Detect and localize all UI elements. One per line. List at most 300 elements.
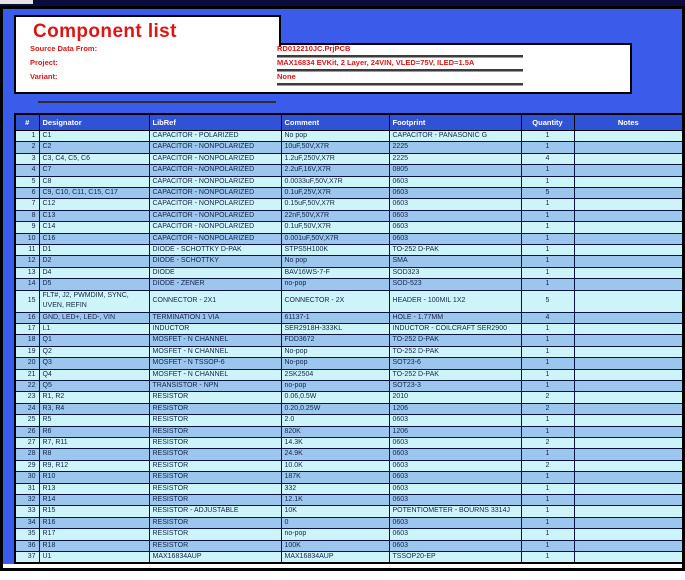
page-title: Component list bbox=[33, 21, 177, 42]
row-number: 20 bbox=[15, 358, 39, 369]
notes-cell bbox=[574, 403, 683, 414]
notes-cell bbox=[574, 460, 683, 471]
table-row bbox=[15, 517, 683, 528]
footprint-cell: 0603 bbox=[389, 540, 521, 551]
libref-cell: CAPACITOR - NONPOLARIZED bbox=[149, 222, 281, 233]
footprint-cell: 0603 bbox=[389, 529, 521, 540]
table-row bbox=[15, 358, 683, 369]
row-number: 31 bbox=[15, 483, 39, 494]
libref-cell: CAPACITOR - POLARIZED bbox=[149, 131, 281, 142]
designator-cell: R16 bbox=[39, 517, 149, 528]
designator-cell: C3, C4, C5, C6 bbox=[39, 153, 149, 164]
quantity-cell: 1 bbox=[521, 267, 574, 278]
quantity-cell: 1 bbox=[521, 552, 574, 564]
footprint-cell: 0603 bbox=[389, 495, 521, 506]
field-underline bbox=[277, 83, 523, 85]
libref-cell: MOSFET - N TSSOP-6 bbox=[149, 358, 281, 369]
designator-cell: R15 bbox=[39, 506, 149, 517]
comment-cell: no-pop bbox=[281, 529, 389, 540]
quantity-cell: 1 bbox=[521, 369, 574, 380]
designator-cell: Q5 bbox=[39, 380, 149, 391]
quantity-cell: 1 bbox=[521, 165, 574, 176]
column-header-quantity: Quantity bbox=[521, 114, 574, 131]
footprint-cell: CAPACITOR - PANASONIC G bbox=[389, 131, 521, 142]
table-row bbox=[15, 392, 683, 403]
libref-cell: TERMINATION 1 VIA bbox=[149, 312, 281, 323]
comment-cell: 10K bbox=[281, 506, 389, 517]
quantity-cell: 1 bbox=[521, 483, 574, 494]
designator-cell: R5 bbox=[39, 415, 149, 426]
libref-cell: CAPACITOR - NONPOLARIZED bbox=[149, 210, 281, 221]
row-number: 34 bbox=[15, 517, 39, 528]
table-row bbox=[15, 426, 683, 437]
comment-cell: 61137-1 bbox=[281, 312, 389, 323]
quantity-cell: 4 bbox=[521, 153, 574, 164]
row-number: 23 bbox=[15, 392, 39, 403]
quantity-cell: 1 bbox=[521, 540, 574, 551]
quantity-cell: 2 bbox=[521, 460, 574, 471]
footprint-cell: SOT23-3 bbox=[389, 380, 521, 391]
notes-cell bbox=[574, 233, 683, 244]
footprint-cell: TO-252 D-PAK bbox=[389, 369, 521, 380]
libref-cell: CONNECTOR - 2X1 bbox=[149, 290, 281, 312]
column-header-libref: LibRef bbox=[149, 114, 281, 131]
table-row bbox=[15, 131, 683, 142]
table-row bbox=[15, 323, 683, 334]
footprint-cell: 0603 bbox=[389, 437, 521, 448]
row-number: 27 bbox=[15, 437, 39, 448]
libref-cell: INDUCTOR bbox=[149, 323, 281, 334]
row-number: 17 bbox=[15, 323, 39, 334]
footprint-cell: 1206 bbox=[389, 426, 521, 437]
footprint-cell: TSSOP20-EP bbox=[389, 552, 521, 564]
table-row bbox=[15, 312, 683, 323]
comment-cell: FDD3672 bbox=[281, 335, 389, 346]
footprint-cell: SOT23-6 bbox=[389, 358, 521, 369]
table-row bbox=[15, 256, 683, 267]
libref-cell: RESISTOR bbox=[149, 495, 281, 506]
libref-cell: RESISTOR bbox=[149, 517, 281, 528]
libref-cell: RESISTOR bbox=[149, 529, 281, 540]
designator-cell: Q3 bbox=[39, 358, 149, 369]
table-header-row bbox=[15, 114, 683, 131]
notes-cell bbox=[574, 256, 683, 267]
row-number: 25 bbox=[15, 415, 39, 426]
libref-cell: CAPACITOR - NONPOLARIZED bbox=[149, 199, 281, 210]
quantity-cell: 1 bbox=[521, 279, 574, 290]
row-number: 9 bbox=[15, 222, 39, 233]
row-number: 19 bbox=[15, 346, 39, 357]
quantity-cell: 1 bbox=[521, 131, 574, 142]
footprint-cell: SOD323 bbox=[389, 267, 521, 278]
notes-cell bbox=[574, 358, 683, 369]
footprint-cell: 0603 bbox=[389, 449, 521, 460]
designator-cell: U1 bbox=[39, 552, 149, 564]
component-table-container bbox=[14, 113, 682, 564]
footprint-cell: 0603 bbox=[389, 517, 521, 528]
table-row bbox=[15, 552, 683, 564]
quantity-cell: 2 bbox=[521, 437, 574, 448]
designator-cell: Q2 bbox=[39, 346, 149, 357]
table-row bbox=[15, 449, 683, 460]
comment-cell: 24.9K bbox=[281, 449, 389, 460]
notes-cell bbox=[574, 517, 683, 528]
libref-cell: RESISTOR bbox=[149, 415, 281, 426]
quantity-cell: 5 bbox=[521, 188, 574, 199]
row-number: 8 bbox=[15, 210, 39, 221]
libref-cell: CAPACITOR - NONPOLARIZED bbox=[149, 233, 281, 244]
comment-cell: 22nF,50V,X7R bbox=[281, 210, 389, 221]
libref-cell: MAX16834AUP bbox=[149, 552, 281, 564]
notes-cell bbox=[574, 415, 683, 426]
designator-cell: C1 bbox=[39, 131, 149, 142]
table-row bbox=[15, 233, 683, 244]
row-number: 6 bbox=[15, 188, 39, 199]
row-number: 30 bbox=[15, 472, 39, 483]
row-number: 2 bbox=[15, 142, 39, 153]
notes-cell bbox=[574, 380, 683, 391]
libref-cell: RESISTOR bbox=[149, 540, 281, 551]
comment-cell: 0.20,0.25W bbox=[281, 403, 389, 414]
notes-cell bbox=[574, 529, 683, 540]
notes-cell bbox=[574, 142, 683, 153]
footprint-cell: 0603 bbox=[389, 415, 521, 426]
notes-cell bbox=[574, 323, 683, 334]
row-number: 15 bbox=[15, 290, 39, 312]
comment-cell: 2SK2504 bbox=[281, 369, 389, 380]
row-number: 28 bbox=[15, 449, 39, 460]
quantity-cell: 1 bbox=[521, 245, 574, 256]
designator-cell: Q4 bbox=[39, 369, 149, 380]
designator-cell: L1 bbox=[39, 323, 149, 334]
libref-cell: CAPACITOR - NONPOLARIZED bbox=[149, 165, 281, 176]
comment-cell: 0.1uF,25V,X7R bbox=[281, 188, 389, 199]
table-row bbox=[15, 188, 683, 199]
table-row bbox=[15, 483, 683, 494]
footprint-cell: 0603 bbox=[389, 472, 521, 483]
footprint-cell: 0603 bbox=[389, 210, 521, 221]
libref-cell: RESISTOR bbox=[149, 437, 281, 448]
comment-cell: 0.001uF,50V,X7R bbox=[281, 233, 389, 244]
table-row bbox=[15, 403, 683, 414]
libref-cell: CAPACITOR - NONPOLARIZED bbox=[149, 153, 281, 164]
footprint-cell: 2225 bbox=[389, 142, 521, 153]
comment-cell: 10.0K bbox=[281, 460, 389, 471]
designator-cell: R8 bbox=[39, 449, 149, 460]
row-number: 11 bbox=[15, 245, 39, 256]
row-number: 22 bbox=[15, 380, 39, 391]
notes-cell bbox=[574, 245, 683, 256]
comment-cell: 14.3K bbox=[281, 437, 389, 448]
notes-cell bbox=[574, 290, 683, 312]
libref-cell: DIODE - SCHOTTKY D-PAK bbox=[149, 245, 281, 256]
designator-cell: R18 bbox=[39, 540, 149, 551]
row-number: 35 bbox=[15, 529, 39, 540]
footprint-cell: 0603 bbox=[389, 460, 521, 471]
libref-cell: CAPACITOR - NONPOLARIZED bbox=[149, 176, 281, 187]
quantity-cell: 5 bbox=[521, 290, 574, 312]
table-row bbox=[15, 290, 683, 312]
comment-cell: no-pop bbox=[281, 380, 389, 391]
component-table bbox=[14, 113, 684, 564]
notes-cell bbox=[574, 131, 683, 142]
left-margin-strip bbox=[3, 113, 14, 564]
row-number: 37 bbox=[15, 552, 39, 564]
footprint-cell: HOLE - 1.77MM bbox=[389, 312, 521, 323]
column-header-: # bbox=[15, 114, 39, 131]
designator-cell: C16 bbox=[39, 233, 149, 244]
designator-cell: R9, R12 bbox=[39, 460, 149, 471]
comment-cell: No pop bbox=[281, 256, 389, 267]
comment-cell: 332 bbox=[281, 483, 389, 494]
notes-cell bbox=[574, 199, 683, 210]
table-row bbox=[15, 495, 683, 506]
table-row bbox=[15, 176, 683, 187]
column-header-comment: Comment bbox=[281, 114, 389, 131]
comment-cell: 0.15uF,50V,X7R bbox=[281, 199, 389, 210]
row-number: 4 bbox=[15, 165, 39, 176]
quantity-cell: 2 bbox=[521, 392, 574, 403]
quantity-cell: 1 bbox=[521, 222, 574, 233]
libref-cell: DIODE - SCHOTTKY bbox=[149, 256, 281, 267]
designator-cell: R7, R11 bbox=[39, 437, 149, 448]
footprint-cell: SMA bbox=[389, 256, 521, 267]
table-row bbox=[15, 415, 683, 426]
libref-cell: RESISTOR - ADJUSTABLE bbox=[149, 506, 281, 517]
table-row bbox=[15, 529, 683, 540]
quantity-cell: 1 bbox=[521, 210, 574, 221]
designator-cell: D5 bbox=[39, 279, 149, 290]
libref-cell: DIODE - ZENER bbox=[149, 279, 281, 290]
designator-cell: C14 bbox=[39, 222, 149, 233]
row-number: 32 bbox=[15, 495, 39, 506]
notes-cell bbox=[574, 540, 683, 551]
table-row bbox=[15, 279, 683, 290]
comment-cell: No-pop bbox=[281, 358, 389, 369]
footprint-cell: POTENTIOMETER - BOURNS 3314J bbox=[389, 506, 521, 517]
comment-cell: no-pop bbox=[281, 279, 389, 290]
notes-cell bbox=[574, 335, 683, 346]
designator-cell: GND, LED+, LED-, VIN bbox=[39, 312, 149, 323]
quantity-cell: 1 bbox=[521, 529, 574, 540]
footprint-cell: 0603 bbox=[389, 233, 521, 244]
notes-cell bbox=[574, 188, 683, 199]
notes-cell bbox=[574, 267, 683, 278]
libref-cell: RESISTOR bbox=[149, 403, 281, 414]
footprint-cell: INDUCTOR - COILCRAFT SER2900 bbox=[389, 323, 521, 334]
comment-cell: 10uF,50V,X7R bbox=[281, 142, 389, 153]
quantity-cell: 2 bbox=[521, 403, 574, 414]
libref-cell: MOSFET - N CHANNEL bbox=[149, 346, 281, 357]
row-number: 26 bbox=[15, 426, 39, 437]
table-row bbox=[15, 153, 683, 164]
field-label: Source Data From: bbox=[30, 44, 98, 53]
comment-cell: 2.2uF,16V,X7R bbox=[281, 165, 389, 176]
footprint-cell: 0603 bbox=[389, 176, 521, 187]
quantity-cell: 1 bbox=[521, 449, 574, 460]
libref-cell: MOSFET - N CHANNEL bbox=[149, 369, 281, 380]
notes-cell bbox=[574, 210, 683, 221]
notes-cell bbox=[574, 392, 683, 403]
notes-cell bbox=[574, 495, 683, 506]
footprint-cell: 2225 bbox=[389, 153, 521, 164]
quantity-cell: 1 bbox=[521, 517, 574, 528]
table-row bbox=[15, 380, 683, 391]
designator-cell: C2 bbox=[39, 142, 149, 153]
quantity-cell: 1 bbox=[521, 323, 574, 334]
quantity-cell: 1 bbox=[521, 380, 574, 391]
table-row bbox=[15, 222, 683, 233]
row-number: 7 bbox=[15, 199, 39, 210]
table-row bbox=[15, 437, 683, 448]
footprint-cell: 0603 bbox=[389, 483, 521, 494]
comment-cell: 0.0033uF,50V,X7R bbox=[281, 176, 389, 187]
table-row bbox=[15, 245, 683, 256]
table-row bbox=[15, 335, 683, 346]
notes-cell bbox=[574, 176, 683, 187]
libref-cell: RESISTOR bbox=[149, 392, 281, 403]
row-number: 29 bbox=[15, 460, 39, 471]
comment-cell: 12.1K bbox=[281, 495, 389, 506]
field-label: Project: bbox=[30, 58, 58, 67]
designator-cell: D2 bbox=[39, 256, 149, 267]
table-row bbox=[15, 165, 683, 176]
notes-cell bbox=[574, 153, 683, 164]
notes-cell bbox=[574, 472, 683, 483]
footprint-cell: 1206 bbox=[389, 403, 521, 414]
divider-line bbox=[38, 101, 276, 103]
column-header-designator: Designator bbox=[39, 114, 149, 131]
quantity-cell: 1 bbox=[521, 495, 574, 506]
comment-cell: 0 bbox=[281, 517, 389, 528]
comment-cell: 1.2uF,250V,X7R bbox=[281, 153, 389, 164]
designator-cell: Q1 bbox=[39, 335, 149, 346]
row-number: 12 bbox=[15, 256, 39, 267]
quantity-cell: 1 bbox=[521, 256, 574, 267]
notes-cell bbox=[574, 369, 683, 380]
field-underline bbox=[277, 55, 523, 57]
notes-cell bbox=[574, 552, 683, 564]
row-number: 36 bbox=[15, 540, 39, 551]
row-number: 3 bbox=[15, 153, 39, 164]
table-row bbox=[15, 267, 683, 278]
designator-cell: D1 bbox=[39, 245, 149, 256]
table-row bbox=[15, 346, 683, 357]
comment-cell: BAV16WS-7-F bbox=[281, 267, 389, 278]
row-number: 18 bbox=[15, 335, 39, 346]
designator-cell: C13 bbox=[39, 210, 149, 221]
footprint-cell: 0603 bbox=[389, 199, 521, 210]
comment-cell: No pop bbox=[281, 131, 389, 142]
quantity-cell: 1 bbox=[521, 472, 574, 483]
designator-cell: FLT#, J2, PWMDIM, SYNC, UVEN, REFIN bbox=[39, 290, 149, 312]
comment-cell: STPS5H100K bbox=[281, 245, 389, 256]
footprint-cell: 2010 bbox=[389, 392, 521, 403]
row-number: 5 bbox=[15, 176, 39, 187]
quantity-cell: 1 bbox=[521, 346, 574, 357]
column-header-notes: Notes bbox=[574, 114, 683, 131]
quantity-cell: 1 bbox=[521, 199, 574, 210]
footprint-cell: TO-252 D-PAK bbox=[389, 346, 521, 357]
notes-cell bbox=[574, 279, 683, 290]
notes-cell bbox=[574, 506, 683, 517]
notes-cell bbox=[574, 483, 683, 494]
footprint-cell: 0603 bbox=[389, 188, 521, 199]
footprint-cell: 0603 bbox=[389, 222, 521, 233]
notes-cell bbox=[574, 437, 683, 448]
notes-cell bbox=[574, 222, 683, 233]
footprint-cell: SOD-523 bbox=[389, 279, 521, 290]
designator-cell: R17 bbox=[39, 529, 149, 540]
row-number: 13 bbox=[15, 267, 39, 278]
field-underline bbox=[277, 69, 523, 71]
title-box bbox=[14, 15, 281, 47]
designator-cell: D4 bbox=[39, 267, 149, 278]
footprint-cell: TO-252 D-PAK bbox=[389, 335, 521, 346]
table-row bbox=[15, 540, 683, 551]
designator-cell: C12 bbox=[39, 199, 149, 210]
notes-cell bbox=[574, 346, 683, 357]
quantity-cell: 1 bbox=[521, 335, 574, 346]
libref-cell: RESISTOR bbox=[149, 426, 281, 437]
libref-cell: CAPACITOR - NONPOLARIZED bbox=[149, 188, 281, 199]
row-number: 33 bbox=[15, 506, 39, 517]
comment-cell: 0.1uF,50V,X7R bbox=[281, 222, 389, 233]
designator-cell: R10 bbox=[39, 472, 149, 483]
field-label: Variant: bbox=[30, 72, 58, 81]
designator-cell: R1, R2 bbox=[39, 392, 149, 403]
row-number: 16 bbox=[15, 312, 39, 323]
quantity-cell: 1 bbox=[521, 415, 574, 426]
quantity-cell: 1 bbox=[521, 426, 574, 437]
footprint-cell: 0805 bbox=[389, 165, 521, 176]
notes-cell bbox=[574, 449, 683, 460]
comment-cell: MAX16834AUP bbox=[281, 552, 389, 564]
designator-cell: C9, C10, C11, C15, C17 bbox=[39, 188, 149, 199]
quantity-cell: 1 bbox=[521, 142, 574, 153]
field-value: MAX16834 EVKit, 2 Layer, 24VIN, VLED=75V, ILED=1.5A bbox=[277, 58, 475, 67]
designator-cell: R3, R4 bbox=[39, 403, 149, 414]
designator-cell: R14 bbox=[39, 495, 149, 506]
column-header-footprint: Footprint bbox=[389, 114, 521, 131]
libref-cell: RESISTOR bbox=[149, 483, 281, 494]
designator-cell: R13 bbox=[39, 483, 149, 494]
table-row bbox=[15, 210, 683, 221]
table-row bbox=[15, 199, 683, 210]
row-number: 14 bbox=[15, 279, 39, 290]
comment-cell: 0.06,0.5W bbox=[281, 392, 389, 403]
row-number: 24 bbox=[15, 403, 39, 414]
designator-cell: R6 bbox=[39, 426, 149, 437]
comment-cell: 820K bbox=[281, 426, 389, 437]
table-row bbox=[15, 460, 683, 471]
notes-cell bbox=[574, 426, 683, 437]
libref-cell: RESISTOR bbox=[149, 449, 281, 460]
designator-cell: C7 bbox=[39, 165, 149, 176]
notes-cell bbox=[574, 165, 683, 176]
notes-cell bbox=[574, 312, 683, 323]
libref-cell: MOSFET - N CHANNEL bbox=[149, 335, 281, 346]
row-number: 10 bbox=[15, 233, 39, 244]
libref-cell: DIODE bbox=[149, 267, 281, 278]
field-value: None bbox=[277, 72, 296, 81]
top-left-notch bbox=[0, 0, 33, 4]
quantity-cell: 4 bbox=[521, 312, 574, 323]
comment-cell: 2.0 bbox=[281, 415, 389, 426]
field-value: RD012210JC.PrjPCB bbox=[277, 44, 351, 53]
quantity-cell: 1 bbox=[521, 506, 574, 517]
row-number: 21 bbox=[15, 369, 39, 380]
